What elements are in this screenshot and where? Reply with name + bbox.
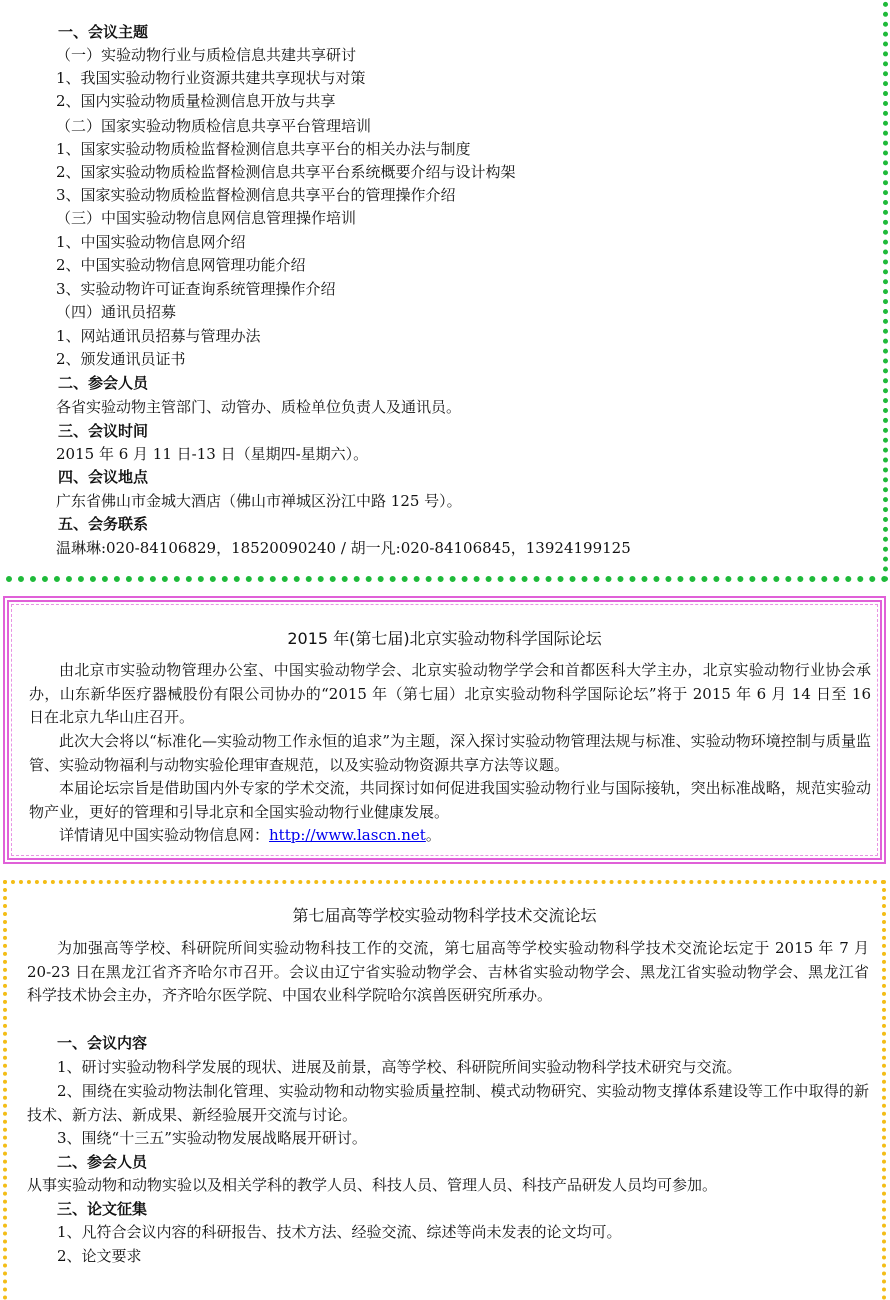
beijing-forum-paragraph-3: 本届论坛宗旨是借助国内外专家的学术交流，共同探讨如何促进我国实验动物行业与国际接轨，突出标准战略，规范实验动物产业，更好的管理和引导北京和全国实验动物行业健康发展。 <box>29 779 871 821</box>
lascn-website-link[interactable]: http://www.lascn.net <box>269 826 426 844</box>
beijing-forum-paragraph-2: 此次大会将以“标准化—实验动物工作永恒的追求”为主题，深入探讨实验动物管理法规与标准、实验动物环境控制与质量监管、实验动物福利与动物实验伦理审查规范，以及实验动物资源共享方法等议题。 <box>29 732 871 774</box>
subtopic-2: （二）国家实验动物质检信息共享平台管理培训 <box>56 117 372 135</box>
university-forum-frame <box>3 880 886 1300</box>
university-forum-title: 第七届高等学校实验动物科学技术交流论坛 <box>292 906 597 925</box>
list-item: 1、我国实验动物行业资源共建共享现状与对策 <box>56 69 366 87</box>
details-suffix: 。 <box>425 826 441 844</box>
beijing-forum-title: 2015 年(第七届)北京实验动物科学国际论坛 <box>287 629 602 648</box>
contact-heading: 五、会务联系 <box>58 515 149 533</box>
list-item: 2、国家实验动物质检监督检测信息共享平台系统概要介绍与设计构架 <box>56 163 516 181</box>
time-text: 2015 年 6 月 11 日-13 日（星期四-星期六）。 <box>56 445 369 463</box>
content-heading: 一、会议内容 <box>57 1034 148 1052</box>
participants-heading: 二、参会人员 <box>57 1153 148 1171</box>
time-heading: 三、会议时间 <box>58 422 149 440</box>
university-forum-intro: 为加强高等学校、科研院所间实验动物科技工作的交流，第七届高等学校实验动物科学技术交流论坛定于 2015 年 7 月 20-23 日在黑龙江省齐齐哈尔市召开。会议由辽宁省实验动物学会、吉林省实验动物学会、黑龙江省实验动物学会、黑龙江省科学技术协会主办，齐齐哈尔医学院、中国农业科学院哈尔滨兽医研究所承办。 <box>27 939 869 1004</box>
papers-heading: 三、论文征集 <box>57 1200 148 1218</box>
attendees-heading: 二、参会人员 <box>58 374 149 392</box>
subtopic-3: （三）中国实验动物信息网信息管理操作培训 <box>56 209 357 227</box>
theme-heading: 一、会议主题 <box>58 23 149 41</box>
content-item-1: 1、研讨实验动物科学发展的现状、进展及前景，高等学校、科研院所间实验动物科学技术研究与交流。 <box>57 1058 742 1076</box>
beijing-forum-details <box>29 824 871 848</box>
beijing-forum-paragraph-1: 由北京市实验动物管理办公室、中国实验动物学会、北京实验动物学学会和首都医科大学主办，北京实验动物行业协会承办，山东新华医疗器械股份有限公司协办的“2015 年（第七届）北京实验动物科学国际论坛”将于 2015 年 6 月 14 日至 16 日在北京九华山庄召开。 <box>29 661 871 726</box>
place-heading: 四、会议地点 <box>58 468 149 486</box>
list-item: 1、网站通讯员招募与管理办法 <box>56 327 261 345</box>
list-item: 2、中国实验动物信息网管理功能介绍 <box>56 256 306 274</box>
list-item: 2、颁发通讯员证书 <box>56 350 186 368</box>
subtopic-4: （四）通讯员招募 <box>56 303 177 321</box>
list-item: 1、中国实验动物信息网介绍 <box>56 233 246 251</box>
content-item-3: 3、围绕“十三五”实验动物发展战略展开研讨。 <box>57 1129 367 1147</box>
details-prefix: 详情请见中国实验动物信息网： <box>59 826 270 844</box>
papers-item-2: 2、论文要求 <box>57 1247 142 1265</box>
beijing-forum-frame <box>3 596 886 864</box>
content-item-2: 2、围绕在实验动物法制化管理、实验动物和动物实验质量控制、模式动物研究、实验动物支撑体系建设等工作中取得的新技术、新方法、新成果、新经验展开交流与讨论。 <box>27 1082 869 1124</box>
list-item: 3、实验动物许可证查询系统管理操作介绍 <box>56 280 336 298</box>
papers-item-1: 1、凡符合会议内容的科研报告、技术方法、经验交流、综述等尚未发表的论文均可。 <box>57 1223 622 1241</box>
list-item: 1、国家实验动物质检监督检测信息共享平台的相关办法与制度 <box>56 140 471 158</box>
contact-text: 温琳琳:020-84106829，18520090240 / 胡一凡:020-84106845，13924199125 <box>56 539 631 557</box>
list-item: 3、国家实验动物质检监督检测信息共享平台的管理操作介绍 <box>56 186 456 204</box>
place-text: 广东省佛山市金城大酒店（佛山市禅城区汾江中路 125 号）。 <box>56 492 462 510</box>
participants-text: 从事实验动物和动物实验以及相关学科的教学人员、科技人员、管理人员、科技产品研发人员均可参加。 <box>27 1176 718 1194</box>
list-item: 2、国内实验动物质量检测信息开放与共享 <box>56 92 336 110</box>
attendees-text: 各省实验动物主管部门、动管办、质检单位负责人及通讯员。 <box>56 398 462 416</box>
subtopic-1: （一）实验动物行业与质检信息共建共享研讨 <box>56 46 357 64</box>
